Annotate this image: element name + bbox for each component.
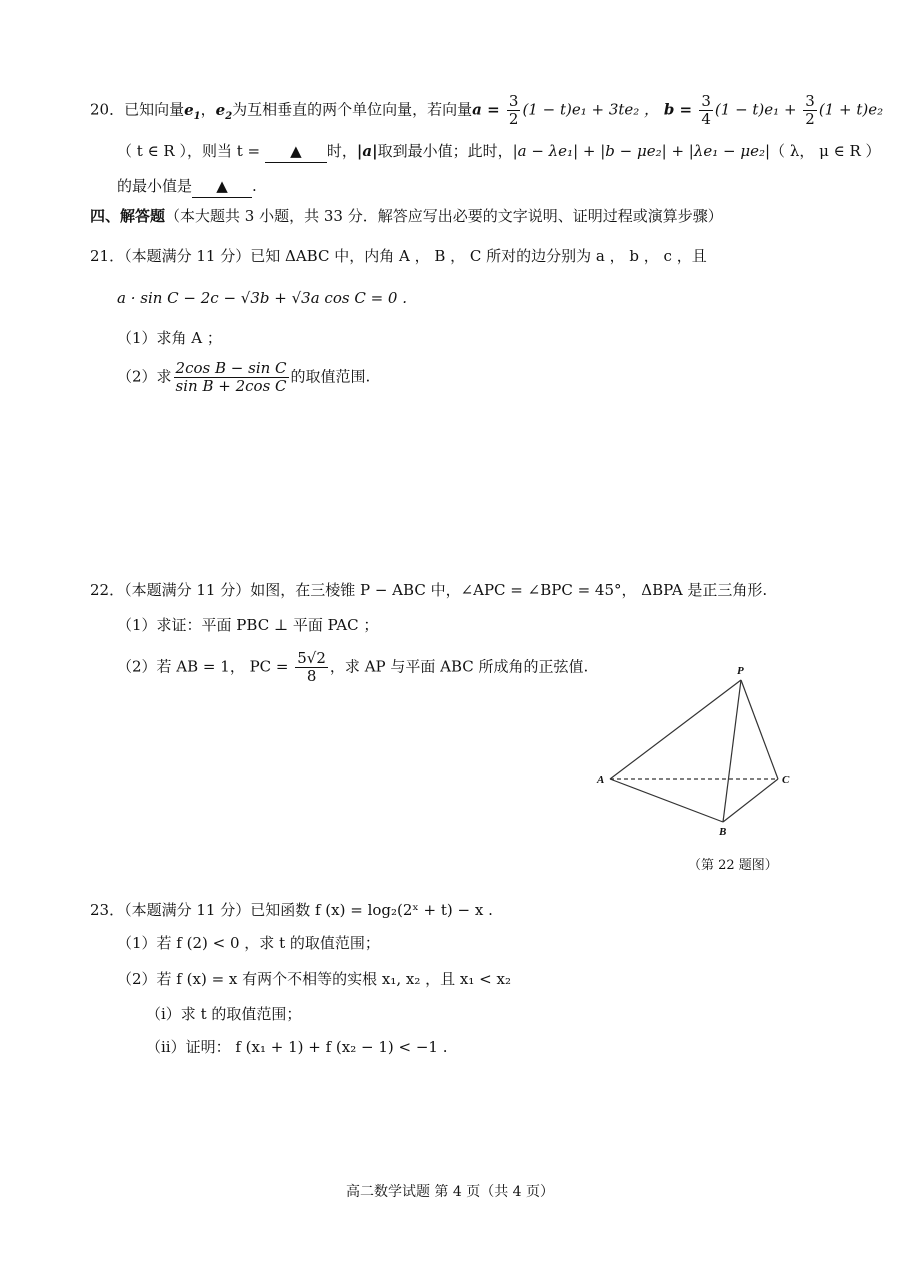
edge-PA: [610, 680, 741, 779]
vertex-label-A: A: [597, 774, 605, 786]
frac-3-2-b: $\frac{3}{2}$: [805, 92, 815, 128]
q21-part2-text: 的取值范围.: [290, 367, 371, 386]
q23-part2ii: （ii）证明： f (x₁ + 1) + f (x₂ − 1) < −1 .: [146, 1038, 448, 1056]
q22-part2-text: ，求 AP 与平面 ABC 所成角的正弦值.: [329, 657, 589, 676]
q23-part2: （2）若 f (x) = x 有两个不相等的实根 x₁, x₂ ，且 x₁ < x₂: [117, 970, 511, 988]
q20-condition: （ t ∈ R ），则当 t =: [117, 142, 265, 160]
section-title: 四、解答题: [90, 207, 166, 225]
vector-a-def: a =: [472, 100, 505, 119]
q20-min-text: 取到最小值；此时，: [377, 142, 513, 160]
vector-e2: $e_2$: [215, 100, 233, 122]
q21-fraction: $\frac{\text{2cos B − sin C}}{\text{sin B + 2cos C}}$: [175, 359, 287, 395]
q22-part2-label: （2）若 AB = 1， PC =: [117, 657, 294, 676]
edge-AB: [610, 779, 723, 822]
abs-a: |a|: [356, 142, 378, 160]
frac-3-2: $\frac{3}{2}$: [508, 92, 519, 128]
q20-min-value-text: 的最小值是: [117, 177, 193, 195]
vector-b-expr: (1 − t)e₁ +: [714, 100, 802, 119]
q21-text: （本题满分 11 分）已知 ΔABC 中，内角 A ， B ， C 所对的边分别为 a ， b ， c ，且: [124, 247, 707, 265]
edge-PC: [741, 680, 778, 779]
vertex-label-B: B: [719, 826, 727, 838]
q23-text: （本题满分 11 分）已知函数 f (x) = log₂(2ˣ + t) − x .: [124, 901, 493, 919]
answer-blank-1[interactable]: ▲: [265, 140, 327, 163]
q21-equation: a · sin C − 2c − √3b + √3a cos C = 0 .: [117, 289, 407, 307]
q23-number: 23．: [90, 901, 125, 919]
frac-3-4: $\frac{3}{4}$: [701, 92, 711, 128]
q20-end: .: [252, 177, 257, 195]
q22-number: 22．: [90, 581, 125, 599]
q20-text-b: 为互相垂直的两个单位向量，若向量: [232, 100, 473, 119]
q20-params: （ λ， μ ∈ R ）: [770, 142, 881, 160]
q22-part1: （1）求证：平面 PBC ⊥ 平面 PAC ；: [117, 616, 379, 634]
vector-b-tail: (1 + t)e₂: [818, 100, 884, 119]
edge-PB: [723, 680, 741, 822]
page-footer: 高二数学试题 第 4 页（共 4 页）: [345, 1184, 555, 1200]
q20-when: 时，: [326, 142, 357, 160]
edge-BC: [723, 779, 778, 822]
q20-line1: 20．已知向量$e_1$，$e_2$为互相垂直的两个单位向量，若向量a = $\frac{3}{2}$ (1 − t)e₁ + 3te₂ ， b = $\frac{3}{4}$ (1 − t)e₁ + $\frac{3}{2}$ (1 + t)e₂: [90, 92, 884, 128]
figure-caption: （第 22 题图）: [688, 858, 778, 873]
q20-text: 已知向量: [124, 100, 185, 119]
q21-number: 21．: [90, 247, 125, 265]
section-desc: （本大题共 3 小题，共 33 分．解答应写出必要的文字说明、证明过程或演算步骤）: [165, 207, 723, 225]
q23-part2i: （i）求 t 的取值范围；: [146, 1005, 302, 1023]
vector-a-expr: (1 − t)e₁ + 3te₂ ，: [522, 100, 660, 119]
vector-e1: $e_1$: [184, 100, 201, 122]
q21-part1: （1）求角 A ；: [117, 329, 222, 347]
vector-b-def: b =: [663, 100, 698, 119]
q20-number: 20．: [90, 100, 125, 119]
vertex-label-P: P: [737, 665, 744, 677]
vertex-label-C: C: [782, 774, 790, 786]
q20-expression: |a − λe₁| + |b − μe₂| + |λe₁ − μe₂|: [512, 142, 771, 160]
q22-text: （本题满分 11 分）如图，在三棱锥 P − ABC 中，∠APC = ∠BPC = 45°， ΔBPA 是正三角形.: [124, 581, 768, 599]
answer-blank-2[interactable]: ▲: [192, 175, 252, 198]
q23-part1: （1）若 f (2) < 0 ，求 t 的取值范围；: [117, 934, 380, 952]
q22-fraction: $\frac{5√2}{8}$: [297, 649, 326, 685]
q21-part2-label: （2）求: [117, 367, 172, 386]
q23-head: [90, 899, 493, 921]
